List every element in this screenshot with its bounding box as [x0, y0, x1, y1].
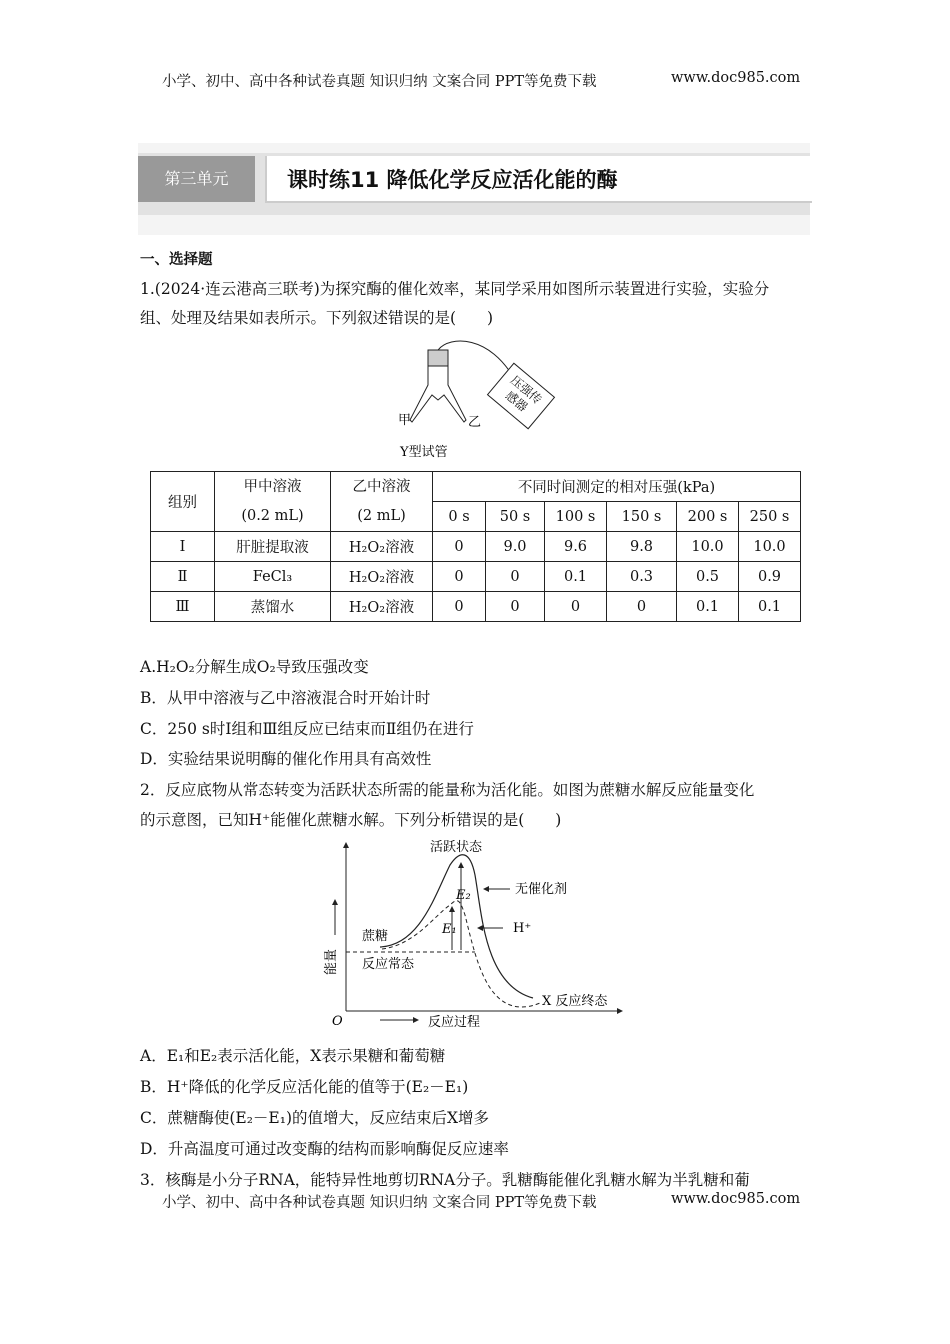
q1-option-c: C．250 s时Ⅰ组和Ⅲ组反应已结束而Ⅱ组仍在进行 [140, 720, 474, 738]
footer-text: 小学、初中、高中各种试卷真题 知识归纳 文案合同 PPT等免费下载 [162, 1195, 597, 1211]
q2-option-c: C．蔗糖酶使(E₂－E₁)的值增大，反应结束后X增多 [140, 1109, 490, 1127]
title-banner [138, 143, 810, 235]
q2-option-b: B．H⁺降低的化学反应活化能的值等于(E₂－E₁) [140, 1078, 469, 1096]
q1-text: 1.(2024·连云港高三联考)为探究酶的催化效率，某同学采用如图所示装置进行实验，实验分 [140, 280, 770, 298]
table-cell: 0 [433, 532, 486, 562]
table-cell: 0.3 [607, 562, 677, 592]
e2-label: E₂ [456, 888, 471, 903]
table-cell: Ⅱ [151, 562, 215, 592]
table-cell: 肝脏提取液 [215, 532, 331, 562]
table-cell: 0.1 [739, 592, 801, 622]
table-cell: 250 s [739, 502, 801, 532]
table-cell: 9.6 [545, 532, 607, 562]
q1-option-a: A.H₂O₂分解生成O₂导致压强改变 [140, 658, 369, 676]
table-cell: 不同时间测定的相对压强(kPa) [433, 472, 801, 502]
q2-option-d: D．升高温度可通过改变酶的结构而影响酶促反应速率 [140, 1140, 509, 1158]
table-cell: 10.0 [739, 532, 801, 562]
q2-option-a: A．E₁和E₂表示活化能，X表示果糖和葡萄糖 [140, 1047, 446, 1065]
table-cell: 9.0 [486, 532, 545, 562]
table-cell: 0 [486, 592, 545, 622]
jia-label: 甲 [398, 413, 412, 428]
h-ion-label: H⁺ [513, 921, 532, 936]
table-cell: 9.8 [607, 532, 677, 562]
y-axis-label: 能量 [324, 948, 339, 975]
sucrose-label: 蔗糖 [362, 929, 389, 944]
table-row [151, 532, 801, 562]
normal-state-label: 反应常态 [362, 957, 415, 972]
table-cell: 甲中溶液 (0.2 mL) [215, 472, 331, 532]
table-cell: 0 [433, 562, 486, 592]
figure-caption: Y型试管 [400, 445, 448, 460]
q2-text: 2．反应底物从常态转变为活跃状态所需的能量称为活化能。如图为蔗糖水解反应能量变化 [140, 781, 755, 799]
table-cell: 0.5 [677, 562, 739, 592]
footer-url[interactable]: www.doc985.com [671, 1191, 801, 1207]
q1-option-d: D．实验结果说明酶的催化作用具有高效性 [140, 750, 432, 768]
section-heading: 一、选择题 [140, 252, 213, 268]
active-state-label: 活跃状态 [430, 840, 483, 855]
table-cell: 200 s [677, 502, 739, 532]
table-cell: 0.1 [545, 562, 607, 592]
table-cell: 100 s [545, 502, 607, 532]
table-row [151, 592, 801, 622]
q1-option-b: B．从甲中溶液与乙中溶液混合时开始计时 [140, 689, 431, 707]
table-cell: 乙中溶液 (2 mL) [331, 472, 433, 532]
table-cell: 0 [607, 592, 677, 622]
table-cell: Ⅲ [151, 592, 215, 622]
table-cell: H₂O₂溶液 [331, 562, 433, 592]
table-cell: 0 [433, 592, 486, 622]
x-axis-label: 反应过程 [428, 1015, 481, 1030]
q1-text: 组、处理及结果如表所示。下列叙述错误的是( ) [140, 309, 494, 327]
header-url[interactable]: www.doc985.com [671, 70, 801, 86]
e1-label: E₁ [442, 922, 457, 937]
energy-diagram [320, 835, 630, 1035]
table-cell: 10.0 [677, 532, 739, 562]
table-cell: H₂O₂溶液 [331, 532, 433, 562]
table-cell: 0 s [433, 502, 486, 532]
unit-label: 第三单元 [138, 156, 255, 202]
table-cell: 0 [545, 592, 607, 622]
table-cell: Ⅰ [151, 532, 215, 562]
yi-label: 乙 [468, 415, 482, 430]
table-cell: 0 [486, 562, 545, 592]
q3-text: 3．核酶是小分子RNA，能特异性地剪切RNA分子。乳糖酶能催化乳糖水解为半乳糖和葡 [140, 1171, 750, 1189]
table-row [151, 562, 801, 592]
table-cell: H₂O₂溶液 [331, 592, 433, 622]
q2-text: 的示意图，已知H⁺能催化蔗糖水解。下列分析错误的是( ) [140, 811, 562, 829]
table-cell: FeCl₃ [215, 562, 331, 592]
origin-label: O [332, 1014, 343, 1029]
results-table [150, 471, 801, 622]
header-text: 小学、初中、高中各种试卷真题 知识归纳 文案合同 PPT等免费下载 [162, 74, 597, 90]
sensor-label: 压强传感器 [502, 372, 545, 415]
table-cell: 50 s [486, 502, 545, 532]
table-cell: 组别 [151, 472, 215, 532]
table-cell: 0.1 [677, 592, 739, 622]
table-cell: 蒸馏水 [215, 592, 331, 622]
table-cell: 0.9 [739, 562, 801, 592]
no-catalyst-label: 无催化剂 [515, 882, 568, 897]
page-title: 课时练11 降低化学反应活化能的酶 [287, 168, 618, 192]
table-cell: 150 s [607, 502, 677, 532]
end-state-label: X 反应终态 [542, 994, 608, 1009]
